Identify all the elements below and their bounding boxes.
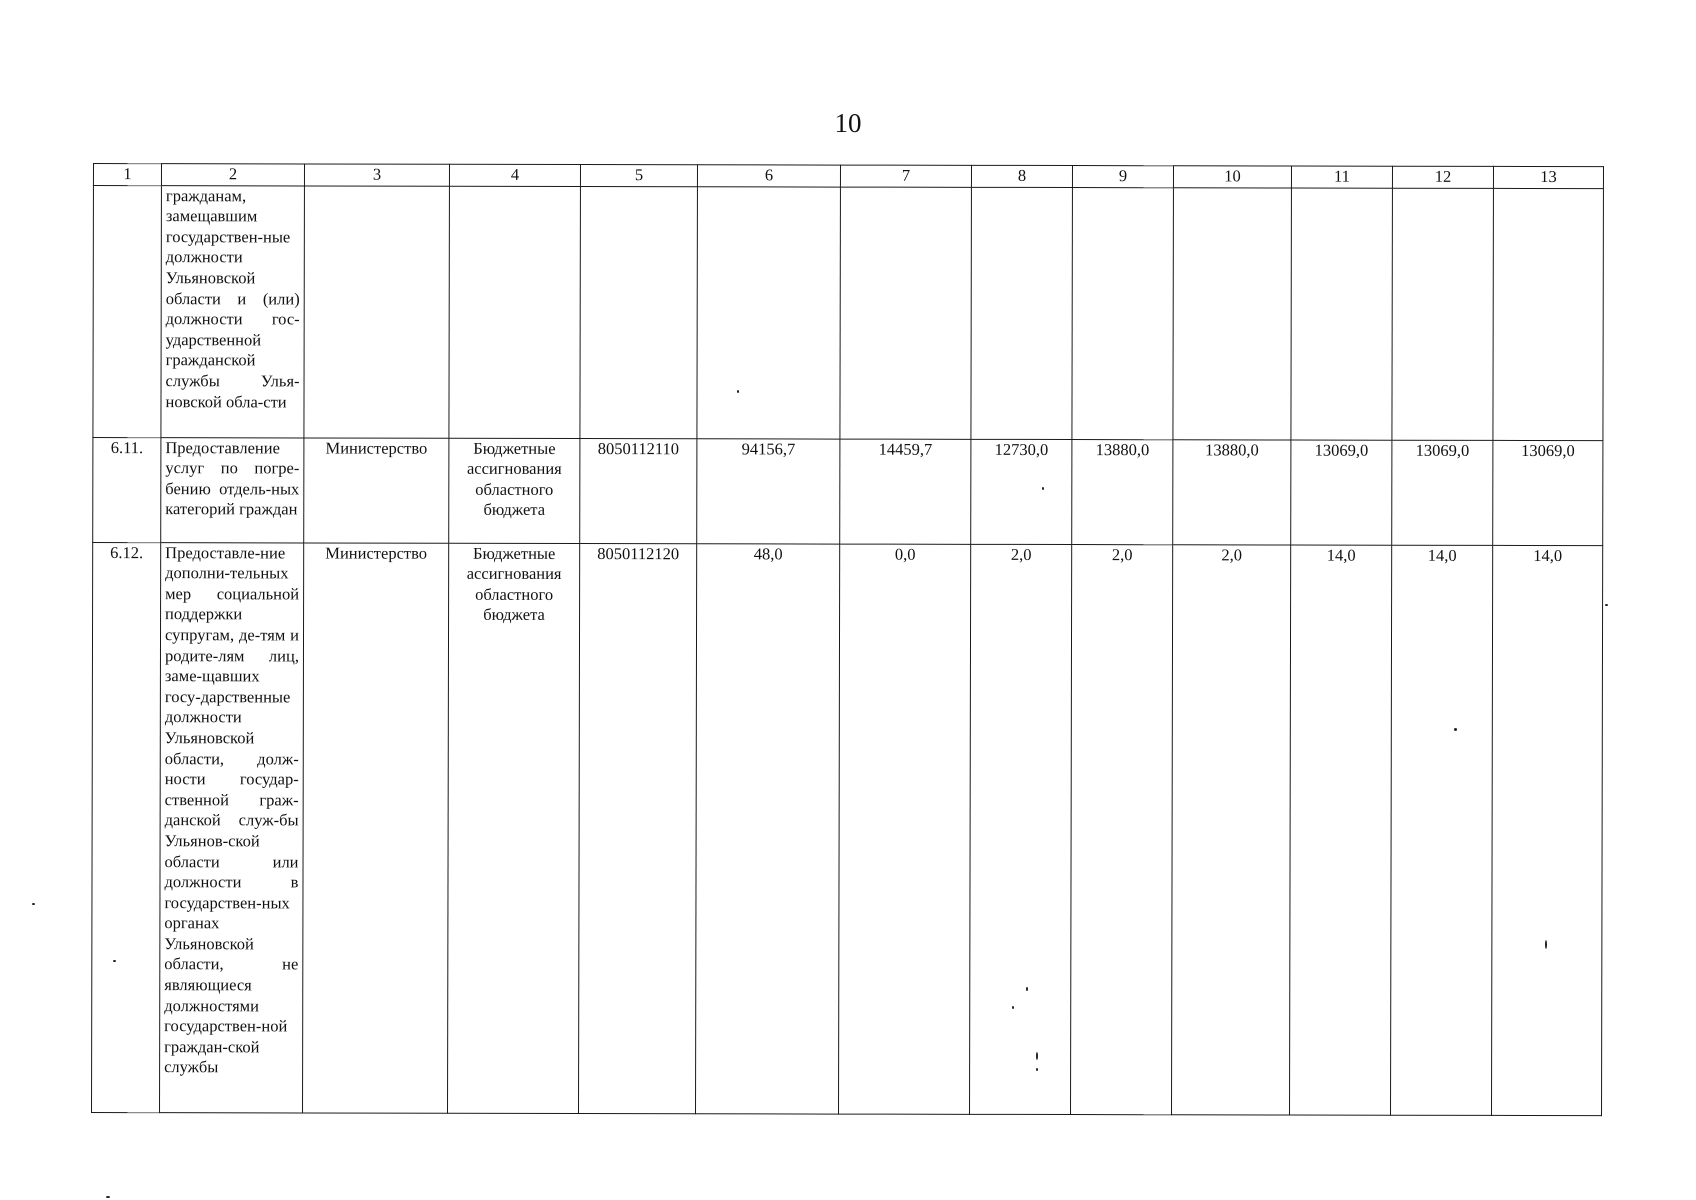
value-cell <box>1493 188 1604 440</box>
measure-name-cell: гражданам, замещавшим государствен-ные должности Ульяновской области и (или) должности гос-ударственной гражданской службы Улья-новской обла-сти <box>161 185 305 437</box>
value-cell: 0,0 <box>839 544 971 1114</box>
column-number-header: 10 <box>1173 166 1291 188</box>
column-number-header: 2 <box>161 164 304 186</box>
value-cell: 2,0 <box>1071 544 1173 1114</box>
column-number-header-row <box>93 164 1603 189</box>
table-row <box>92 542 1603 1115</box>
scan-speck <box>1036 1052 1038 1060</box>
column-number-header: 7 <box>840 165 971 187</box>
scan-speck <box>113 960 116 962</box>
column-number-header: 4 <box>449 164 580 186</box>
row-number-cell: 6.11. <box>93 437 161 542</box>
scan-speck <box>1036 1068 1038 1071</box>
value-cell: 14,0 <box>1290 545 1392 1115</box>
scan-speck <box>32 903 35 905</box>
scan-speck <box>1545 940 1547 949</box>
column-number-header: 13 <box>1493 166 1603 188</box>
column-number-header: 9 <box>1072 166 1173 188</box>
value-cell: 13069,0 <box>1493 440 1603 545</box>
scan-speck <box>1026 987 1028 991</box>
value-cell: 14,0 <box>1492 545 1603 1115</box>
row-number-cell <box>93 185 162 437</box>
executor-cell: Министерство <box>304 438 449 543</box>
value-cell <box>1291 188 1393 440</box>
budget-code-cell <box>580 186 698 438</box>
value-cell: 2,0 <box>1172 544 1291 1114</box>
value-cell: 12730,0 <box>971 439 1072 544</box>
scan-speck <box>1605 604 1608 606</box>
measure-name-cell: Предоставле-ние дополни-тельных мер социальной поддержки супругам, де-тям и родите-лям лиц, заме-щавших госу-дарственные должности Ульяновской области, долж-ности государ-ственной граж-данской служ-бы Ульянов-ской области или должности в государствен-ных органах Ульяновской области, не являющиеся должностями государствен-ной граждан-ской службы <box>160 542 304 1112</box>
budget-code-cell: 8050112110 <box>580 438 697 543</box>
budget-table <box>91 163 1604 1116</box>
value-cell: 94156,7 <box>697 438 840 543</box>
value-cell <box>840 187 972 439</box>
funding-source-cell: Бюджетные ассигнования областного бюджета <box>448 543 580 1113</box>
value-cell <box>697 186 841 438</box>
value-cell: 14459,7 <box>840 439 971 544</box>
budget-code-cell: 8050112120 <box>579 543 697 1113</box>
column-number-header: 3 <box>304 164 449 186</box>
executor-cell <box>304 186 450 438</box>
value-cell <box>1072 187 1174 439</box>
scan-speck <box>106 1196 110 1198</box>
value-cell: 14,0 <box>1391 545 1493 1115</box>
column-number-header: 1 <box>93 164 161 186</box>
executor-cell: Министерство <box>303 543 449 1113</box>
value-cell: 2,0 <box>970 544 1072 1114</box>
value-cell <box>1392 188 1494 440</box>
column-number-header: 5 <box>580 165 697 187</box>
column-number-header: 8 <box>971 165 1072 187</box>
scan-speck <box>1454 728 1457 731</box>
column-number-header: 11 <box>1291 166 1392 188</box>
page-number: 10 <box>834 108 862 138</box>
scan-speck <box>737 390 739 393</box>
table-row <box>93 185 1604 440</box>
scan-speck <box>1012 1006 1014 1009</box>
funding-source-cell <box>449 186 581 438</box>
value-cell: 48,0 <box>696 543 840 1113</box>
value-cell: 13880,0 <box>1173 439 1291 544</box>
measure-name-cell: Предоставление услуг по погре-бению отдель-ных категорий граждан <box>161 437 304 542</box>
value-cell: 13880,0 <box>1072 439 1173 544</box>
value-cell: 13069,0 <box>1392 440 1493 545</box>
row-number-cell: 6.12. <box>92 542 161 1112</box>
value-cell <box>971 187 1073 439</box>
value-cell: 13069,0 <box>1291 440 1392 545</box>
scan-speck <box>1042 487 1044 490</box>
funding-source-cell: Бюджетные ассигнования областного бюджета <box>449 438 580 543</box>
value-cell <box>1173 187 1292 439</box>
column-number-header: 12 <box>1392 166 1493 188</box>
table-row <box>93 437 1603 545</box>
column-number-header: 6 <box>697 165 840 187</box>
